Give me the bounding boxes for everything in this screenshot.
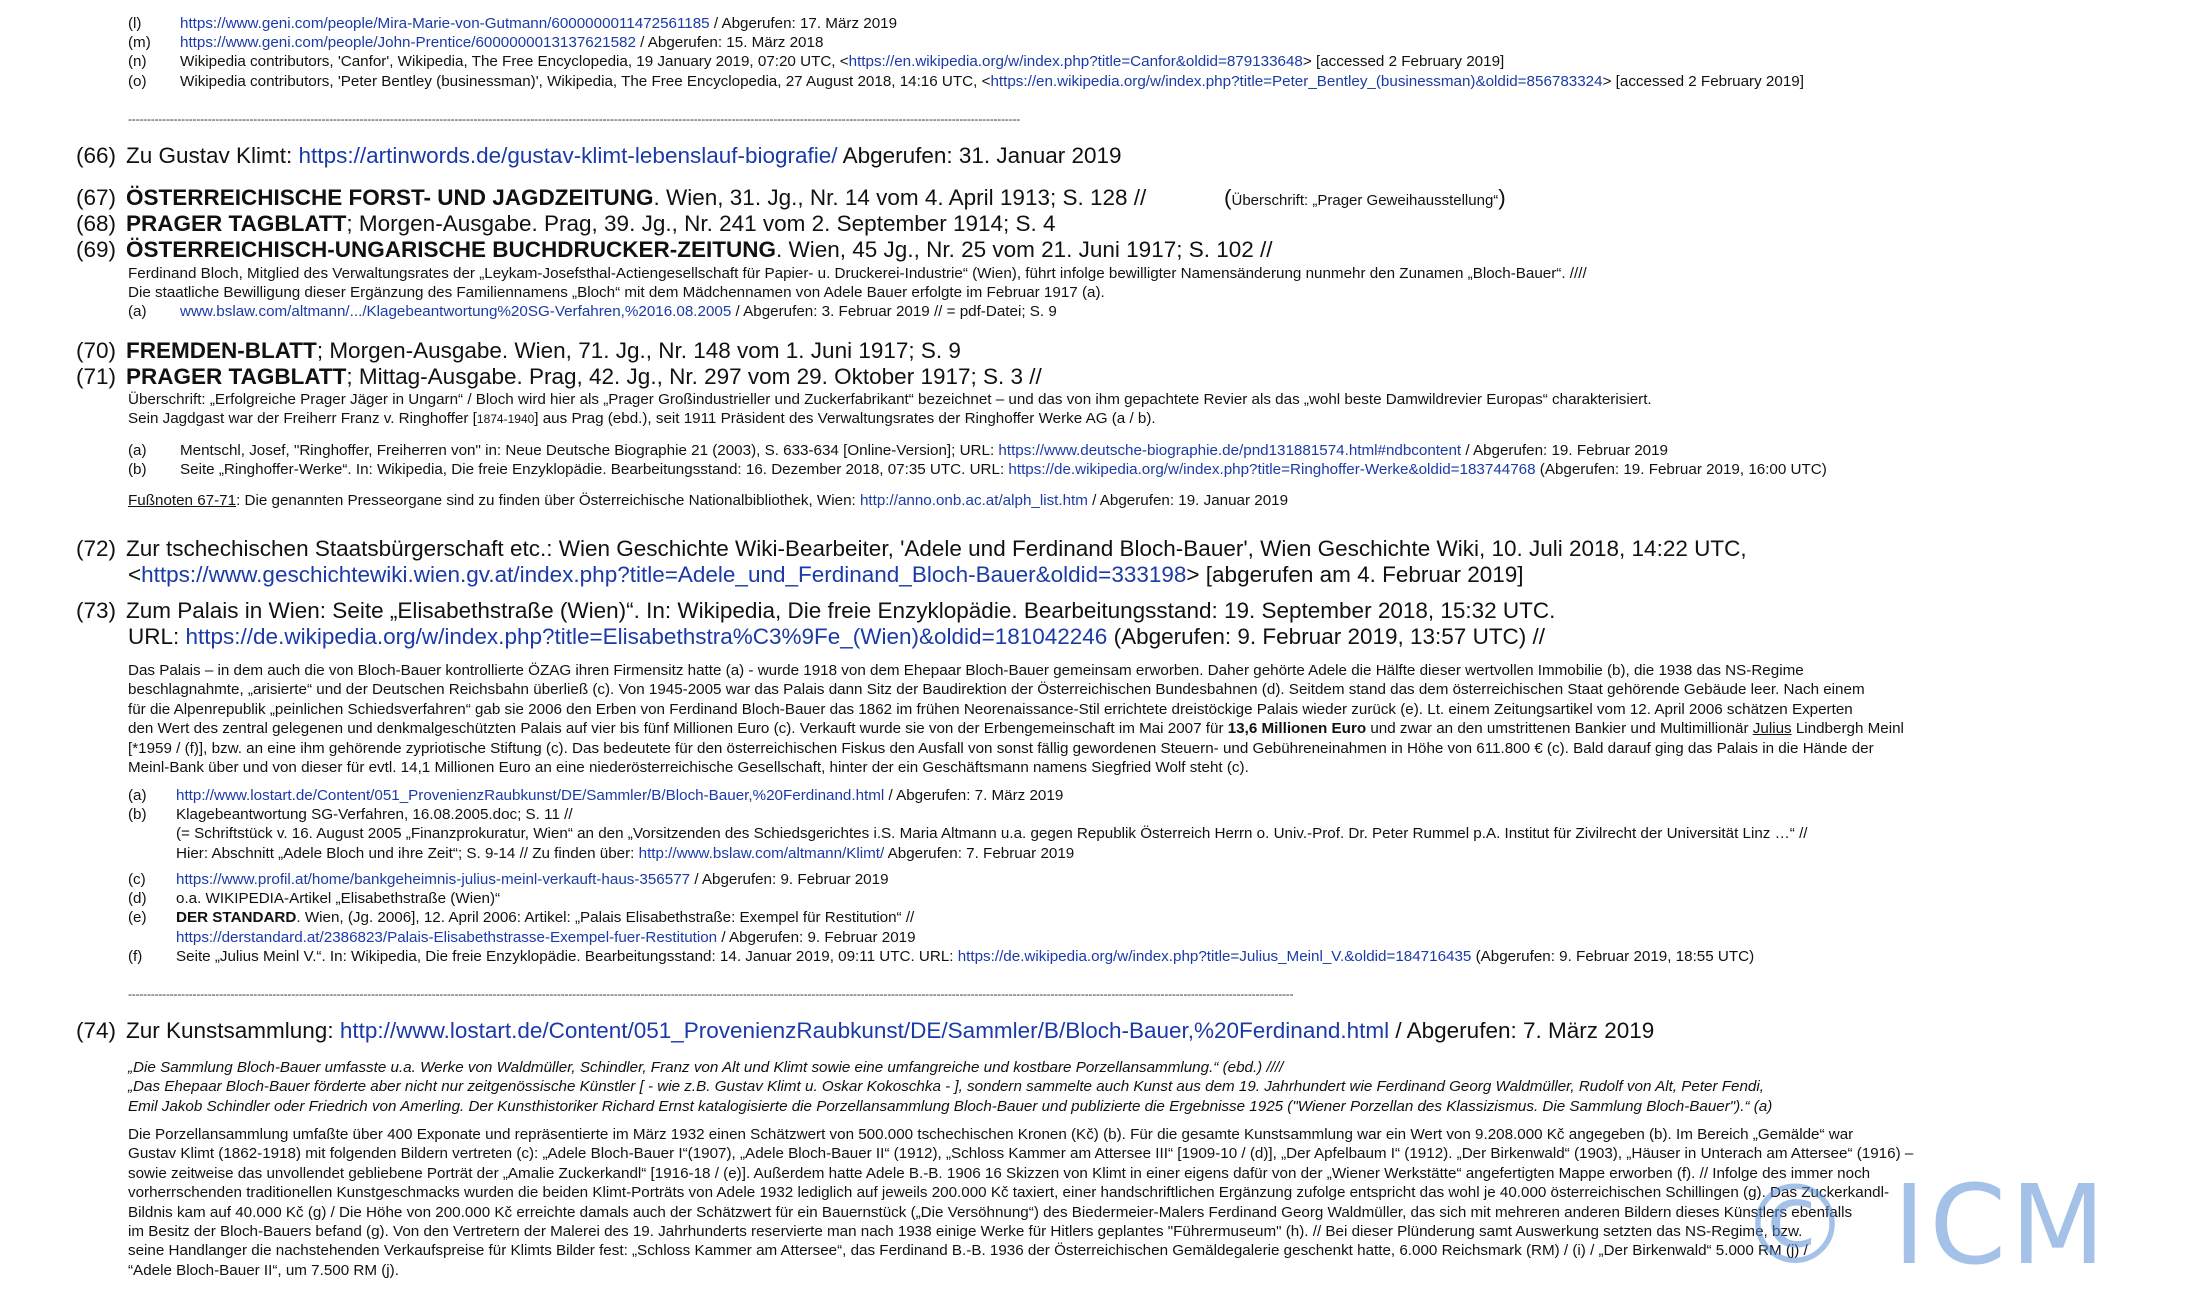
reference-link[interactable]: http://www.lostart.de/Content/051_ProvenienzRaubkunst/DE/Sammler/B/Bloch-Bauer,%20Ferdinand.html xyxy=(176,787,885,804)
footnote-73-paragraph: Das Palais – in dem auch die von Bloch-Bauer kontrollierte ÖZAG ihren Firmensitz hatte (a) - wurde 1918 von dem Ehepaar Bloch-Bauer gemeinsam erworben. Daher gehörte Adele die Hälfte dieser wertvollen Immobilie (b), die 1938 das NS-Regime beschlagnahmte, „arisierte“ und der Deutschen Reichsbahn überließ (c). Von 1945-2005 war das Palais dann Sitz der Baudirektion der Österreichischen Bundesbahnen (d). Seitdem stand das dem österreichischen Staat gehörende Gebäude leer. Nach einem für die Alpenrepublik „peinlichen Schiedsverfahren“ gab sie 2006 den Erben von Ferdinand Bloch-Bauer das 1862 im frühen Neorenaissance-Stil errichtete dreistöckige Palais wieder zurück (e). Lt. einem Zeitungsartikel vom 12. April 2006 schätzen Experten den Wert des zentral gelegenen und denkmalgeschützten Palais auf vier bis fünf Millionen Euro (c). Verkauft wurde sie von der Erbengemeinschaft im Mai 2007 für 13,6 Millionen Euro und zwar an den umstrittenen Bankier und Multimillionär Julius Lindbergh Meinl [*1959 / (f)], bzw. an eine ihm gehörende zypriotische Stiftung (c). Das bedeutete für den österreichischen Fiskus den Ausfall von sonst fällig gewordenen Steuern- und Gebühreneinahmen in Höhe von 611.800 € (c). Bald darauf ging das Palais in die Hände der Meinl-Bank über und von dieser für evtl. 14,1 Millionen Euro an eine niederösterreichische Gesellschaft, hinter der ein Geschäftsmann namens Siegfried Wolf steht (c). xyxy=(128,662,1904,777)
copyright-watermark: © ICM xyxy=(1740,1161,2110,1289)
footnote-link[interactable]: https://artinwords.de/gustav-klimt-lebenslauf-biografie/ xyxy=(298,143,838,168)
section-divider: ------------------------------------------------------------------------------------------------------------------------------------------------------------------------------------------------------------------------------------------- xyxy=(128,112,1021,126)
reference-link[interactable]: https://de.wikipedia.org/w/index.php?title=Julius_Meinl_V.&oldid=184716435 xyxy=(957,947,1472,965)
reference-link[interactable]: https://en.wikipedia.org/w/index.php?title=Peter_Bentley_(businessman)&oldid=856783324 xyxy=(990,72,1603,90)
reference-link[interactable]: https://en.wikipedia.org/w/index.php?title=Canfor&oldid=879133648 xyxy=(848,53,1303,71)
footnote-74-paragraph: Die Porzellansammlung umfaßte über 400 Exponate und repräsentierte im März 1932 einen Schätzwert von 500.000 tschechischen Kronen (Kč) (b). Für die gesamte Kunstsammlung war ein Wert von 9.208.000 Kč angegeben (b). Im Bereich „Gemälde“ war Gustav Klimt (1862-1918) mit folgenden Bildern vertreten (c): „Adele Bloch-Bauer I“(1907), „Adele Bloch-Bauer II“ (1912), „Schloss Kammer am Attersee III“ [1909-10 / (d)], „Der Apfelbaum I“ (1912). „Der Birkenwald“ (1903), „Häuser in Unterach am Attersee“ (1916) – sowie zeitweise das unvollendet gebliebene Porträt der „Amalie Zuckerkandl“ [1916-18 / (e)]. Außerdem hatte Adele B.-B. 1906 16 Skizzen von Klimt in einer eigens dafür von der „Wiener Werkstätte“ angefertigten Mappe erworben (f). // Infolge des immer noch vorherrschenden traditionellen Kunstgeschmacks wurden die beiden Klimt-Porträts von Adele 1932 lediglich auf jeweils 200.000 Kč taxiert, einer handschriftlichen Ergänzung zufolge entspricht das wohl je 40.000 österreichischen Schillingen (g). Das Zuckerkandl- Bildnis kam auf 40.000 Kč (g) / Die Höhe von 200.000 Kč erreichte damals auch der Schätzwert für ein Bauernstück („Die Versöhnung“) des Biedermeier-Malers Ferdinand Georg Waldmüller, das sich mit mehreren anderen Bildern dieses Künstlers ebenfalls im Besitz der Bloch-Bauers befand (g). Von den Vertretern der Malerei des 19. Jahrhunderts reservierte man nach 1938 einige Werke für Hitlers geplantes "Führermuseum" (h). // Bei dieser Plünderung samt Auswerkung setzten das NS-Regime, bzw. seine Handlanger die nachstehenden Verkaufspreise für Klimts Bilder fest: „Schloss Kammer am Attersee“, das Ferdinand B.-B. 1936 der Österreichischen Gemäldegalerie geschenkt hatte, 6.000 Reichsmark (RM) / (i) / „Der Birkenwald“ 5.000 RM (j) / “Adele Bloch-Bauer II“, um 7.500 RM (j). xyxy=(128,1126,1914,1279)
footnote-link[interactable]: http://www.lostart.de/Content/051_ProvenienzRaubkunst/DE/Sammler/B/Bloch-Bauer,%20Ferdinand.html xyxy=(339,1018,1390,1043)
footnote-74-quote: „Die Sammlung Bloch-Bauer umfasste u.a. Werke von Waldmüller, Schindler, Franz von Alt und Klimt sowie eine umfangreiche und kostbare Porzellansammlung.“ (ebd.) //// „Das Ehepaar Bloch-Bauer förderte aber nicht nur zeitgenössische Künstler [ - wie z.B. Gustav Klimt u. Oskar Kokoschka - ], sondern sammelte auch Kunst aus dem 19. Jahrhundert wie Ferdinand Georg Waldmüller, Rudolf von Alt, Peter Fendi, Emil Jakob Schindler oder Friedrich von Amerling. Der Kunsthistoriker Richard Ernst katalogisierte die Porzellansammlung Bloch-Bauer und publizierte die Ergebnisse 1925 ("Wiener Porzellan des Klassizismus. Die Sammlung Bloch-Bauer").“ (a) xyxy=(128,1059,1773,1115)
footnote-link[interactable]: https://de.wikipedia.org/w/index.php?title=Elisabethstra%C3%9Fe_(Wien)&oldid=181042246 xyxy=(185,624,1108,649)
footnote-71-detail: Überschrift: „Erfolgreiche Prager Jäger in Ungarn“ / Bloch wird hier als „Prager Großindustrieller und Zuckerfabrikant“ bezeichnet – und das von ihm gepachtete Revier als das „wohl beste Damwildrevier Europas“ charakterisiert. Sein Jagdgast war der Freiherr Franz v. Ringhoffer [1874-1940] aus Prag (ebd.), seit 1911 Präsident des Verwaltungsrates der Ringhoffer Werke AG (a / b). xyxy=(128,391,1652,428)
section-divider: ------------------------------------------------------------------------------------------------------------------------------------------------------------------------------------------------------------------------------------------------------------------------------------------------------------------- xyxy=(128,987,1294,1001)
reference-link[interactable]: https://www.geni.com/people/Mira-Marie-von-Gutmann/6000000011472561185 xyxy=(180,15,710,32)
reference-link[interactable]: https://derstandard.at/2386823/Palais-Elisabethstrasse-Exempel-fuer-Restitution xyxy=(176,928,718,946)
footnote-link[interactable]: https://www.geschichtewiki.wien.gv.at/index.php?title=Adele_und_Ferdinand_Bloch-Bauer&oldid=333198 xyxy=(141,562,1187,587)
reference-link[interactable]: https://www.deutsche-biographie.de/pnd131881574.html#ndbcontent xyxy=(998,442,1462,459)
reference-link[interactable]: http://anno.onb.ac.at/alph_list.htm xyxy=(859,492,1088,509)
reference-link[interactable]: http://www.bslaw.com/altmann/Klimt/ xyxy=(638,844,885,862)
reference-link[interactable]: www.bslaw.com/altmann/.../Klagebeantwortung%20SG-Verfahren,%2016.08.2005 xyxy=(180,303,732,321)
headline-note: (Überschrift: „Prager Geweihausstellung“) xyxy=(1224,185,1506,210)
reference-link[interactable]: https://www.geni.com/people/John-Prentice/6000000013137621582 xyxy=(180,34,636,52)
reference-link[interactable]: https://de.wikipedia.org/w/index.php?title=Ringhoffer-Werke&oldid=183744768 xyxy=(1008,461,1536,479)
reference-link[interactable]: https://www.profil.at/home/bankgeheimnis-julius-meinl-verkauft-haus-356577 xyxy=(176,871,691,888)
footnotes-note: Fußnoten 67-71: Die genannten Presseorgane sind zu finden über Österreichische Nationalbibliothek, Wien: http://anno.onb.ac.at/alph_list.htm / Abgerufen: 19. Januar 2019 xyxy=(128,492,1289,509)
reference-a: (a) www.bslaw.com/altmann/.../Klagebeantwortung%20SG-Verfahren,%2016.08.2005 / Abgerufen: 3. Februar 2019 // = pdf-Datei; S. 9 xyxy=(128,303,1057,321)
footnote-69-detail: Ferdinand Bloch, Mitglied des Verwaltungsrates der „Leykam-Josefsthal-Actiengesellschaft für Papier- u. Druckerei-Industrie“ (Wien), führt infolge bewilligter Namensänderung nunmehr den Zunamen „Bloch-Bauer“. //// Die staatliche Bewilligung dieser Ergänzung des Familiennamens „Bloch“ mit dem Mädchennamen von Adele Bauer erfolgte im Februar 1917 (a). (a) www.bslaw.com/altmann/.../Klagebeantwortung%20SG-Verfahren,%2016.08.2005 / Abgerufen: 3. Februar 2019 // = pdf-Datei; S. 9 xyxy=(128,265,1587,321)
